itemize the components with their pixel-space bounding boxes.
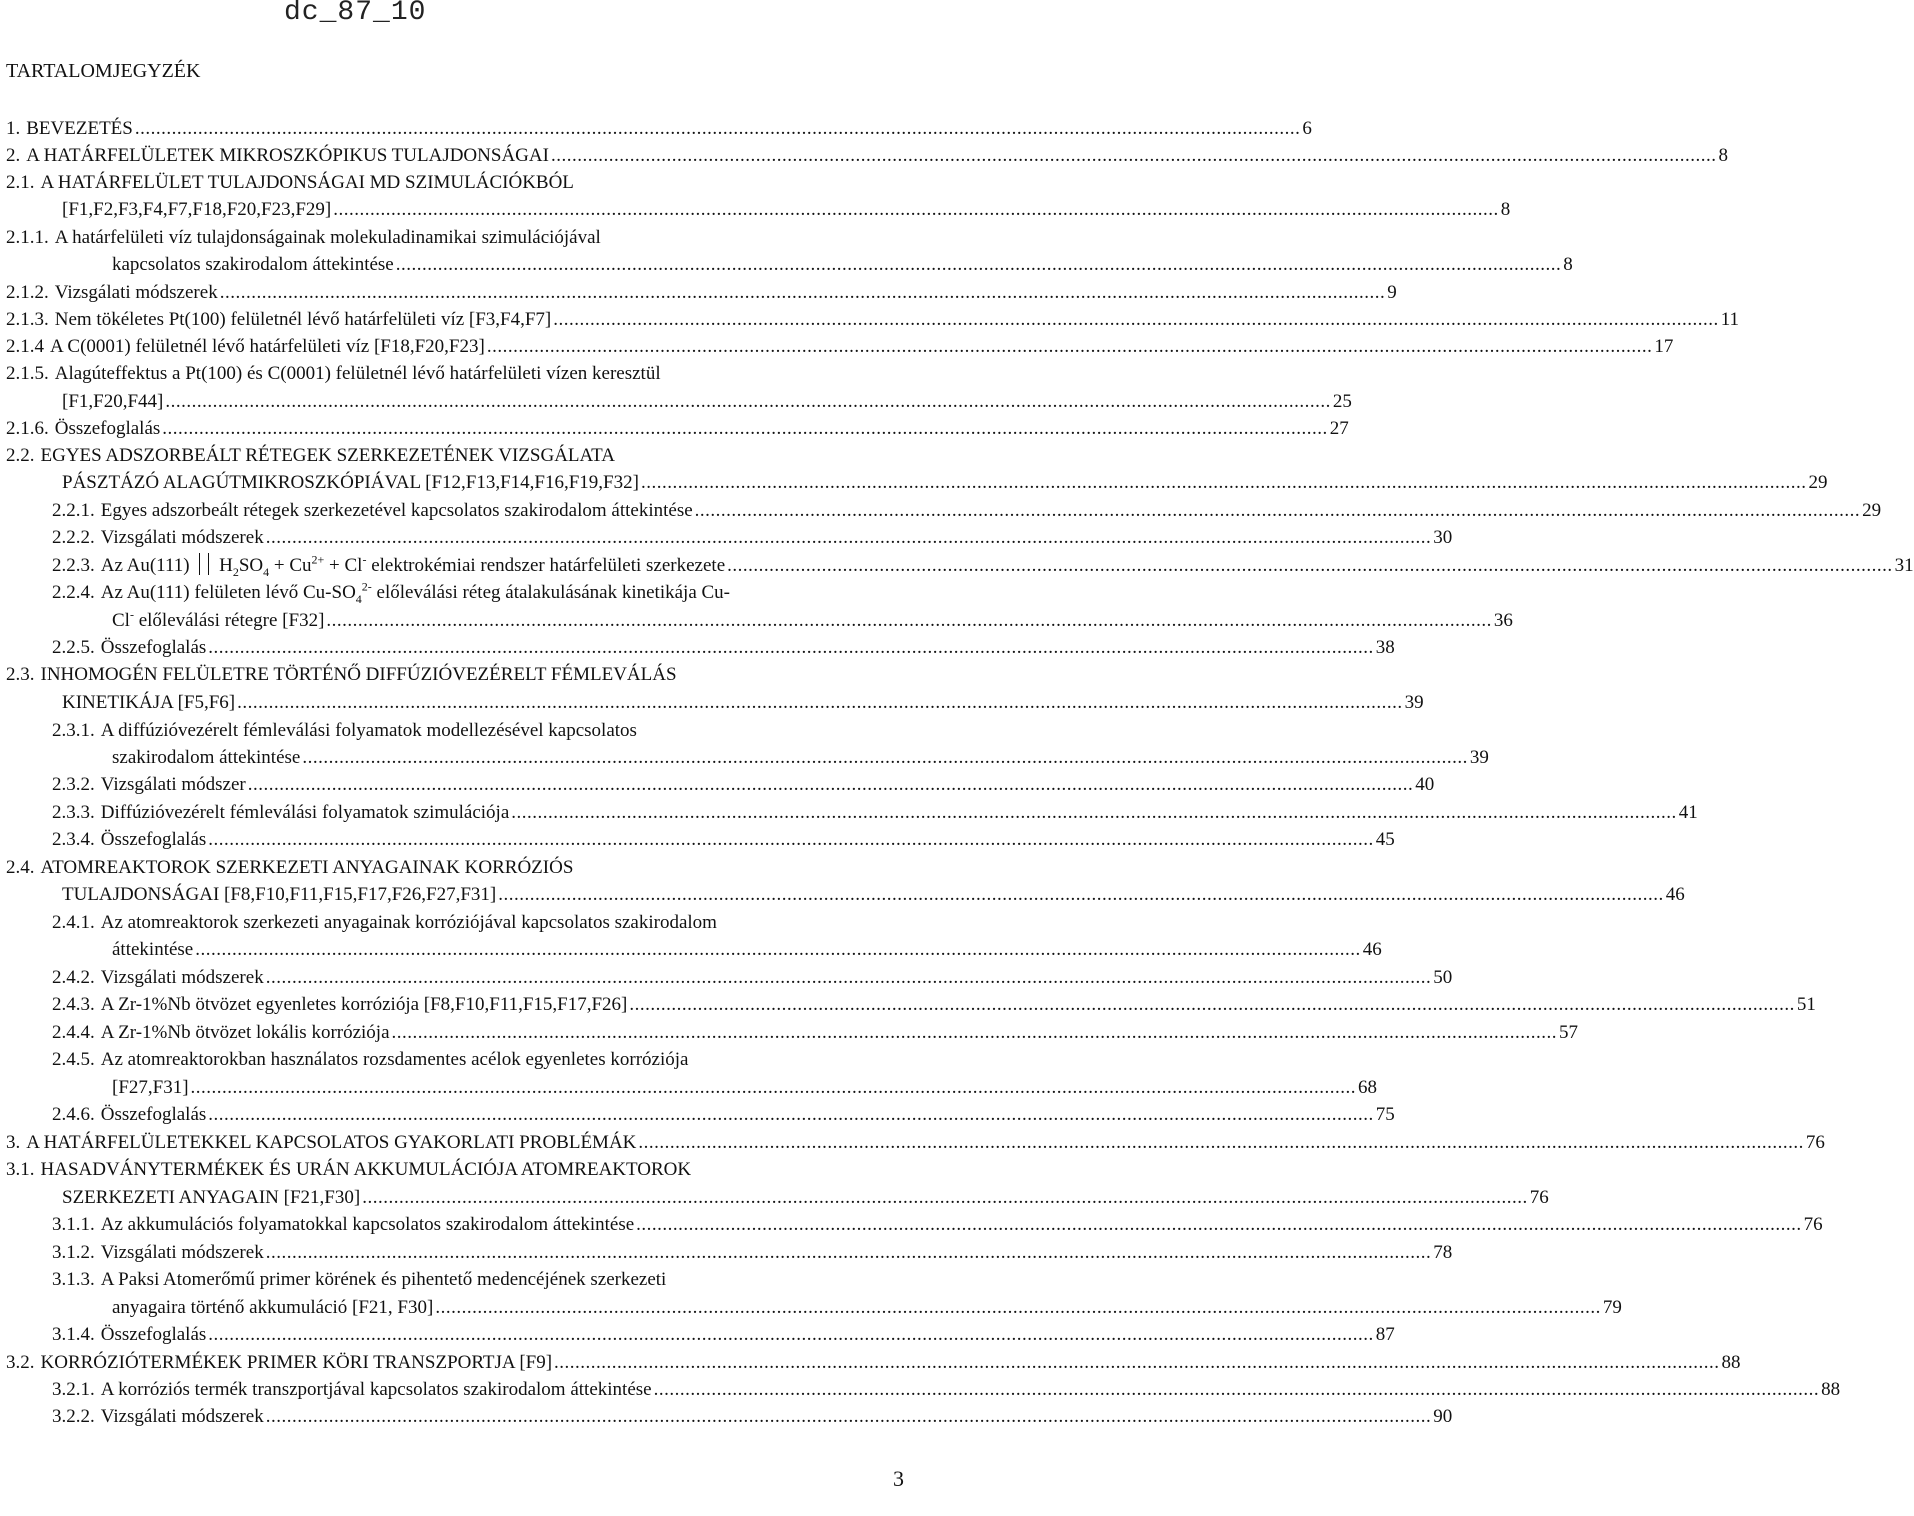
- toc-entry-title: Összefoglalás: [100, 637, 207, 658]
- toc-entry-title: TULAJDONSÁGAI [F8,F10,F11,F15,F17,F26,F27,F31]: [62, 884, 497, 905]
- toc-entry-title: A HATÁRFELÜLETEK MIKROSZKÓPIKUS TULAJDONSÁGAI: [26, 145, 549, 166]
- toc-leader-dots: [266, 1404, 1432, 1430]
- toc-page-number: 75: [1375, 1104, 1395, 1125]
- toc-entry[interactable]: [62, 1185, 1549, 1211]
- toc-entry-number: 2.3.2.: [52, 774, 95, 795]
- toc-entry-number: 3.: [6, 1132, 21, 1153]
- toc-entry[interactable]: [62, 882, 1685, 908]
- toc-leader-dots: [220, 280, 1386, 306]
- toc-entry-number: 2.1.: [6, 172, 35, 193]
- toc-entry-title: Összefoglalás: [100, 1104, 207, 1125]
- toc-entry-number: 2.4.3.: [52, 994, 95, 1015]
- toc-page-number: 40: [1415, 774, 1435, 795]
- toc-leader-dots: [727, 553, 1893, 579]
- toc-entry-title: Vizsgálati módszerek: [100, 1406, 264, 1427]
- toc-page-number: 9: [1387, 282, 1397, 303]
- toc-entry[interactable]: [6, 443, 958, 469]
- toc-page-number: 79: [1602, 1297, 1622, 1318]
- toc-entry[interactable]: [6, 361, 958, 387]
- toc-page-number: 41: [1678, 802, 1698, 823]
- toc-entry-number: 2.4.5.: [52, 1049, 95, 1070]
- toc-leader-dots: [266, 525, 1432, 551]
- toc-entry-number: 3.1.1.: [52, 1214, 95, 1235]
- toc-entry-number: 2.1.4: [6, 336, 44, 357]
- toc-entry-title: HASADVÁNYTERMÉKEK ÉS URÁN AKKUMULÁCIÓJA ATOMREAKTOROK: [40, 1159, 692, 1180]
- toc-page-number: 36: [1493, 610, 1513, 631]
- toc-entry-number: 2.3.3.: [52, 802, 95, 823]
- toc-page-number: 25: [1332, 391, 1352, 412]
- toc-entry[interactable]: [62, 690, 1424, 716]
- toc-leader-dots: [237, 690, 1403, 716]
- toc-entry[interactable]: [6, 334, 1674, 360]
- toc-page-number: 31: [1894, 555, 1914, 576]
- toc-entry-title: Diffúzióvezérelt fémleválási folyamatok szimulációja: [100, 802, 510, 823]
- toc-entry-title: A Zr-1%Nb ötvözet egyenletes korróziója [F8,F10,F11,F15,F17,F26]: [100, 994, 628, 1015]
- toc-entry-title: Vizsgálati módszerek: [54, 282, 218, 303]
- toc-entry[interactable]: [52, 1240, 1453, 1266]
- toc-leader-dots: [266, 965, 1432, 991]
- toc-entry-number: 2.2.3.: [52, 555, 95, 576]
- toc-leader-dots: [435, 1295, 1601, 1321]
- toc-entry-title: A korróziós termék transzportjával kapcsolatos szakirodalom áttekintése: [100, 1379, 652, 1400]
- toc-entry-number: 2.1.2.: [6, 282, 49, 303]
- toc-entry-number: 1.: [6, 118, 21, 139]
- toc-leader-dots: [208, 635, 1374, 661]
- toc-page-number: 57: [1559, 1022, 1579, 1043]
- toc-entry[interactable]: [62, 470, 1828, 496]
- toc-entry-title: Összefoglalás: [54, 418, 161, 439]
- toc-entry[interactable]: [112, 607, 1513, 634]
- toc-leader-dots: [553, 307, 1719, 333]
- toc-entry-title: kapcsolatos szakirodalom áttekintése: [112, 254, 394, 275]
- toc-entry[interactable]: [6, 307, 1740, 333]
- toc-page-number: 38: [1375, 637, 1395, 658]
- toc-entry[interactable]: [52, 1322, 1395, 1348]
- toc-leader-dots: [195, 937, 1361, 963]
- toc-entry-title: ATOMREAKTOROK SZERKEZETI ANYAGAINAK KORRÓZIÓS: [40, 857, 574, 878]
- toc-entry-number: 2.4.4.: [52, 1022, 95, 1043]
- toc-entry-number: 3.2.1.: [52, 1379, 95, 1400]
- toc-entry-number: 3.1.2.: [52, 1242, 95, 1263]
- toc-entry-title: A HATÁRFELÜLET TULAJDONSÁGAI MD SZIMULÁCIÓKBÓL: [40, 172, 574, 193]
- toc-leader-dots: [208, 1322, 1374, 1348]
- toc-entry-title: SZERKEZETI ANYAGAIN [F21,F30]: [62, 1187, 361, 1208]
- toc-entry-title: Összefoglalás: [100, 1324, 207, 1345]
- toc-entry-title: Alagúteffektus a Pt(100) és C(0001) felületnél lévő határfelületi vízen keresztül: [54, 363, 661, 384]
- toc-leader-dots: [208, 1102, 1374, 1128]
- toc-entry-number: 2.4.6.: [52, 1104, 95, 1125]
- toc-entry-number: 2.2.2.: [52, 527, 95, 548]
- toc-entry-number: 2.4.: [6, 857, 35, 878]
- toc-entry-title: KINETIKÁJA [F5,F6]: [62, 692, 236, 713]
- toc-leader-dots: [191, 1075, 1357, 1101]
- page-title: TARTALOMJEGYZÉK: [6, 60, 201, 82]
- toc-entry-title: [F1,F20,F44]: [62, 391, 164, 412]
- toc-entry[interactable]: [112, 937, 1382, 963]
- toc-entry-title: Összefoglalás: [100, 829, 207, 850]
- toc-entry[interactable]: [52, 552, 1914, 579]
- toc-entry[interactable]: [52, 525, 1453, 551]
- toc-entry[interactable]: [6, 416, 1349, 442]
- toc-entry-title: EGYES ADSZORBEÁLT RÉTEGEK SZERKEZETÉNEK VIZSGÁLATA: [40, 445, 615, 466]
- toc-entry-title: Az atomreaktorok szerkezeti anyagainak korróziójával kapcsolatos szakirodalom: [100, 912, 717, 933]
- toc-leader-dots: [641, 470, 1807, 496]
- toc-entry[interactable]: [52, 1102, 1395, 1128]
- toc-entry-number: 2.: [6, 145, 21, 166]
- document-header-code: dc_87_10: [284, 0, 427, 28]
- toc-entry-number: 2.3.: [6, 664, 35, 685]
- toc-entry-title: Vizsgálati módszerek: [100, 527, 264, 548]
- toc-entry-title: szakirodalom áttekintése: [112, 747, 301, 768]
- toc-leader-dots: [208, 827, 1374, 853]
- toc-page-number: 68: [1358, 1077, 1378, 1098]
- toc-entry[interactable]: [112, 1075, 1378, 1101]
- toc-entry[interactable]: [52, 1377, 1841, 1403]
- toc-entry[interactable]: [6, 116, 1312, 142]
- toc-entry[interactable]: [52, 1267, 958, 1293]
- toc-entry[interactable]: [6, 1350, 1741, 1376]
- toc-leader-dots: [551, 143, 1717, 169]
- toc-entry[interactable]: [52, 992, 1816, 1018]
- toc-page-number: 39: [1469, 747, 1489, 768]
- toc-entry-number: 2.1.6.: [6, 418, 49, 439]
- toc-page-number: 76: [1805, 1132, 1825, 1153]
- toc-leader-dots: [362, 1185, 1528, 1211]
- toc-entry[interactable]: [112, 1295, 1622, 1321]
- toc-entry-number: 2.2.5.: [52, 637, 95, 658]
- toc-leader-dots: [165, 389, 1331, 415]
- toc-entry-number: 2.2.: [6, 445, 35, 466]
- toc-entry-number: 2.4.2.: [52, 967, 95, 988]
- toc-leader-dots: [629, 992, 1795, 1018]
- toc-page-number: 51: [1796, 994, 1816, 1015]
- toc-entry[interactable]: [112, 252, 1573, 278]
- toc-entry[interactable]: [62, 197, 1511, 223]
- toc-page-number: 29: [1808, 472, 1828, 493]
- toc-page-number: 29: [1862, 500, 1882, 521]
- toc-leader-dots: [554, 1350, 1720, 1376]
- toc-entry-number: 3.1.: [6, 1159, 35, 1180]
- toc-page-number: 46: [1362, 939, 1382, 960]
- toc-leader-dots: [248, 772, 1414, 798]
- toc-entry-number: 2.4.1.: [52, 912, 95, 933]
- toc-entry-number: 2.1.3.: [6, 309, 49, 330]
- toc-leader-dots: [511, 800, 1677, 826]
- toc-entry-title: A Zr-1%Nb ötvözet lokális korróziója: [100, 1022, 390, 1043]
- toc-entry-title: Az atomreaktorokban használatos rozsdamentes acélok egyenletes korróziója: [100, 1049, 689, 1070]
- toc-entry[interactable]: [112, 745, 1489, 771]
- toc-leader-dots: [326, 608, 1492, 634]
- toc-entry-number: 3.2.2.: [52, 1406, 95, 1427]
- toc-page-number: 50: [1433, 967, 1453, 988]
- toc-page-number: 39: [1404, 692, 1424, 713]
- toc-entry[interactable]: [52, 1212, 1823, 1238]
- toc-entry-title: Az akkumulációs folyamatokkal kapcsolatos szakirodalom áttekintése: [100, 1214, 635, 1235]
- toc-entry-number: 2.3.4.: [52, 829, 95, 850]
- toc-entry-title: A Paksi Atomerőmű primer körének és pihentető medencéjének szerkezeti: [100, 1269, 667, 1290]
- toc-entry-title: Vizsgálati módszerek: [100, 967, 264, 988]
- toc-entry[interactable]: [52, 965, 1453, 991]
- toc-entry[interactable]: [52, 772, 1435, 798]
- toc-page-number: 30: [1433, 527, 1453, 548]
- toc-entry[interactable]: [6, 1157, 958, 1183]
- toc-entry-title: A C(0001) felületnél lévő határfelületi víz [F18,F20,F23]: [50, 336, 485, 357]
- toc-page-number: 88: [1721, 1352, 1741, 1373]
- toc-entry-title: A diffúzióvezérelt fémleválási folyamatok modellezésével kapcsolatos: [100, 720, 637, 741]
- toc-leader-dots: [638, 1130, 1804, 1156]
- toc-entry[interactable]: [52, 1047, 958, 1073]
- toc-page-number: 8: [1563, 254, 1573, 275]
- toc-entry[interactable]: [52, 635, 1395, 661]
- toc-entry[interactable]: [52, 498, 1882, 524]
- toc-page-number: 88: [1821, 1379, 1841, 1400]
- toc-page-number: 76: [1529, 1187, 1549, 1208]
- toc-leader-dots: [333, 197, 1499, 223]
- toc-entry-title: Az Au(111) felületen lévő $Cu-SO_4^{2-}$ előleválási réteg átalakulásának kinetikája Cu-: [100, 579, 731, 606]
- toc-page-number: 8: [1500, 199, 1511, 220]
- toc-leader-dots: [654, 1377, 1820, 1403]
- toc-entry-title: A határfelületi víz tulajdonságainak molekuladinamikai szimulációjával: [54, 227, 601, 248]
- toc-page-number: 45: [1375, 829, 1395, 850]
- toc-leader-dots: [135, 116, 1301, 142]
- toc-entry[interactable]: [52, 580, 958, 606]
- toc-entry-title: Az Au(111) $H_2SO_4 + Cu^{2+} + Cl^-$ elektrokémiai rendszer határfelületi szerkezete: [100, 552, 726, 579]
- toc-entry-title: BEVEZETÉS: [26, 118, 133, 139]
- toc-entry-number: 2.1.5.: [6, 363, 49, 384]
- toc-leader-dots: [302, 745, 1468, 771]
- toc-entry[interactable]: [52, 1404, 1453, 1430]
- toc-entry-title: [F1,F2,F3,F4,F7,F18,F20,F23,F29]: [62, 199, 332, 220]
- toc-entry-title: Vizsgálati módszerek: [100, 1242, 264, 1263]
- toc-page-number: 17: [1654, 336, 1674, 357]
- toc-entry-title: áttekintése: [112, 939, 194, 960]
- toc-entry[interactable]: [52, 1020, 1579, 1046]
- toc-page-number: 76: [1803, 1214, 1823, 1235]
- toc-leader-dots: [487, 334, 1653, 360]
- toc-entry-number: 3.2.: [6, 1352, 35, 1373]
- toc-entry[interactable]: [52, 718, 958, 744]
- toc-entry-number: 3.1.4.: [52, 1324, 95, 1345]
- toc-page-number: 11: [1720, 309, 1740, 330]
- toc-entry[interactable]: [52, 800, 1698, 826]
- toc-entry[interactable]: [62, 389, 1352, 415]
- toc-entry-title: Vizsgálati módszer: [100, 774, 246, 795]
- toc-entry-number: 2.1.1.: [6, 227, 49, 248]
- toc-entry[interactable]: [6, 662, 958, 688]
- page-number: 3: [893, 1466, 904, 1491]
- toc-leader-dots: [636, 1212, 1802, 1238]
- toc-page-number: 6: [1302, 118, 1312, 139]
- toc-leader-dots: [498, 882, 1664, 908]
- toc-entry-number: 2.2.4.: [52, 582, 95, 603]
- toc-page-number: 87: [1375, 1324, 1395, 1345]
- toc-leader-dots: [392, 1020, 1558, 1046]
- toc-page-number: 78: [1433, 1242, 1453, 1263]
- toc-entry[interactable]: [6, 280, 1397, 306]
- toc-page-number: 46: [1665, 884, 1685, 905]
- toc-leader-dots: [162, 416, 1328, 442]
- toc-leader-dots: [266, 1240, 1432, 1266]
- toc-entry-title: KORRÓZIÓTERMÉKEK PRIMER KÖRI TRANSZPORTJA [F9]: [40, 1352, 553, 1373]
- toc-entry-title: anyagaira történő akkumuláció [F21, F30]: [112, 1297, 434, 1318]
- toc-entry-number: 3.1.3.: [52, 1269, 95, 1290]
- toc-entry-title: INHOMOGÉN FELÜLETRE TÖRTÉNŐ DIFFÚZIÓVEZÉRELT FÉMLEVÁLÁS: [40, 664, 677, 685]
- toc-entry-title: A HATÁRFELÜLETEKKEL KAPCSOLATOS GYAKORLATI PROBLÉMÁK: [26, 1132, 637, 1153]
- toc-entry[interactable]: [52, 910, 958, 936]
- toc-leader-dots: [695, 498, 1861, 524]
- toc-entry-title: Nem tökéletes Pt(100) felületnél lévő határfelületi víz [F3,F4,F7]: [54, 309, 552, 330]
- toc-entry-number: 2.2.1.: [52, 500, 95, 521]
- toc-entry[interactable]: [6, 225, 958, 251]
- toc-entry[interactable]: [6, 170, 958, 196]
- toc-entry-title: [F27,F31]: [112, 1077, 189, 1098]
- toc-entry[interactable]: [6, 855, 958, 881]
- toc-leader-dots: [396, 252, 1562, 278]
- toc-page-number: 8: [1718, 145, 1728, 166]
- toc-entry[interactable]: [6, 143, 1728, 169]
- toc-entry-number: 2.3.1.: [52, 720, 95, 741]
- toc-entry[interactable]: [6, 1130, 1825, 1156]
- toc-page-number: 90: [1433, 1406, 1453, 1427]
- toc-entry-title: PÁSZTÁZÓ ALAGÚTMIKROSZKÓPIÁVAL [F12,F13,F14,F16,F19,F32]: [62, 472, 639, 493]
- toc-entry[interactable]: [52, 827, 1395, 853]
- toc-page-number: 27: [1329, 418, 1349, 439]
- toc-entry-title: Egyes adszorbeált rétegek szerkezetével kapcsolatos szakirodalom áttekintése: [100, 500, 693, 521]
- toc-entry-title: Cl- előleválási rétegre [F32]: [112, 607, 325, 631]
